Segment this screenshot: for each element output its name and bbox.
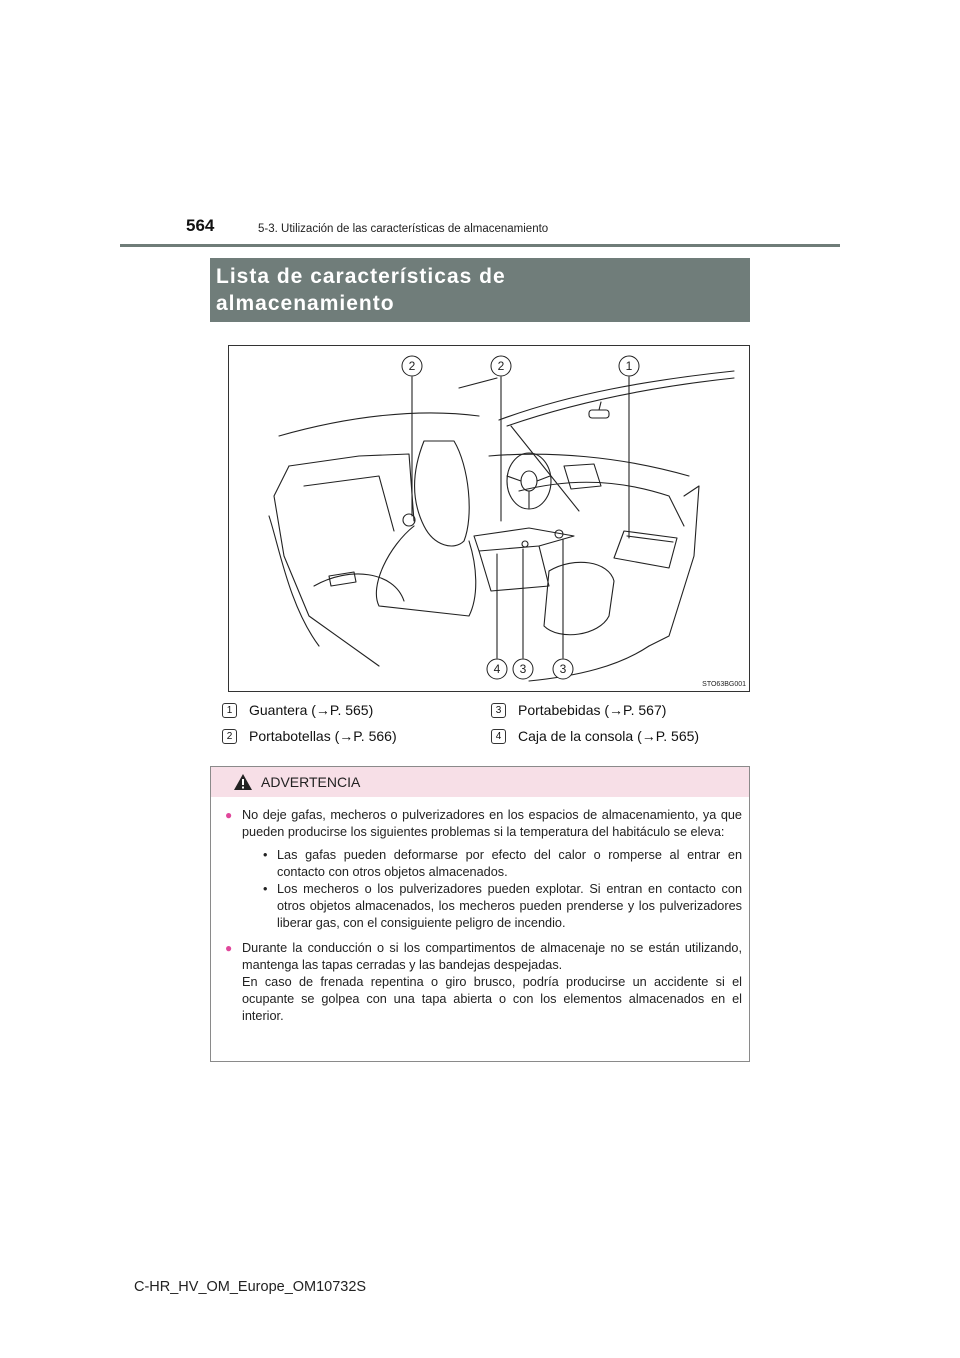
callout-top-1-label: 2 xyxy=(408,359,416,373)
warning-subitem-1 xyxy=(259,847,742,881)
warning-header xyxy=(211,767,749,797)
bullet-icon: ● xyxy=(225,808,233,822)
section-header: 5-3. Utilización de las características de almacenamiento xyxy=(258,223,549,235)
legend-label-1: Guantera (→P. 565) xyxy=(249,702,374,718)
legend-item-3 xyxy=(491,702,666,718)
warning-item-2-text-b: En caso de frenada repentina o giro brusco, podría producirse un accidente si el ocupante se golpea con una tapa abierta o con los elementos almacenados en el interior. xyxy=(242,975,742,1023)
callout-bottom-3 xyxy=(553,659,573,679)
sub-bullet-icon: • xyxy=(263,882,268,896)
warning-item-1-text: No deje gafas, mecheros o pulverizadores en los espacios de almacenamiento, ya que pueden producirse los siguientes problemas si la temperatura del habitáculo se eleva: xyxy=(242,808,742,839)
callout-top-3 xyxy=(619,356,639,376)
warning-sublist xyxy=(259,847,742,932)
legend-label-2: Portabotellas (→P. 566) xyxy=(249,728,397,744)
callout-bottom-1-label: 4 xyxy=(493,662,501,676)
callout-bottom-1 xyxy=(487,659,507,679)
legend-number-2: 2 xyxy=(222,729,237,744)
legend-item-1 xyxy=(222,702,373,718)
callout-top-2 xyxy=(491,356,511,376)
car-interior-drawing xyxy=(229,346,749,691)
warning-triangle-icon xyxy=(233,773,253,791)
warning-item-2 xyxy=(225,940,742,1025)
legend-label-4: Caja de la consola (→P. 565) xyxy=(518,728,700,744)
callout-bottom-3-label: 3 xyxy=(559,662,567,676)
warning-body xyxy=(211,797,749,1025)
page-number: 564 xyxy=(186,216,215,235)
warning-box xyxy=(210,766,750,1062)
legend-number-4: 4 xyxy=(491,729,506,744)
legend-number-3: 3 xyxy=(491,703,506,718)
illustration-code: STO63BG001 xyxy=(702,681,746,688)
warning-item-2-text-a: Durante la conducción o si los compartimentos de almacenaje no se están utilizando, mantenga las tapas cerradas y las bandejas despejadas. xyxy=(242,941,742,972)
header-rule xyxy=(120,244,840,247)
legend-label-3: Portabebidas (→P. 567) xyxy=(518,702,667,718)
warning-subitem-2 xyxy=(259,881,742,932)
warning-heading: ADVERTENCIA xyxy=(261,774,361,790)
bullet-icon: ● xyxy=(225,941,233,955)
callout-top-2-label: 2 xyxy=(497,359,505,373)
warning-subitem-2-text: Los mecheros o los pulverizadores pueden explotar. Si entran en contacto con otros objetos almacenados, los mecheros pueden prenderse y los pulverizadores liberar gas, con el consiguiente peligro de incendio. xyxy=(277,882,742,930)
section-title-line2: almacenamiento xyxy=(216,292,395,315)
section-title xyxy=(210,258,750,322)
sub-bullet-icon: • xyxy=(263,848,268,862)
legend-item-4 xyxy=(491,728,699,744)
legend-number-1: 1 xyxy=(222,703,237,718)
footer-document-id: C-HR_HV_OM_Europe_OM10732S xyxy=(134,1279,367,1295)
car-interior-illustration xyxy=(228,345,750,692)
warning-item-1 xyxy=(225,807,742,936)
callout-top-3-label: 1 xyxy=(625,359,633,373)
callout-bottom-2-label: 3 xyxy=(519,662,527,676)
section-title-line1: Lista de características de xyxy=(216,265,506,288)
legend-item-2 xyxy=(222,728,397,744)
callout-bottom-2 xyxy=(513,659,533,679)
warning-subitem-1-text: Las gafas pueden deformarse por efecto del calor o romperse al entrar en contacto con otros objetos almacenados. xyxy=(277,848,742,879)
callout-top-1 xyxy=(402,356,422,376)
